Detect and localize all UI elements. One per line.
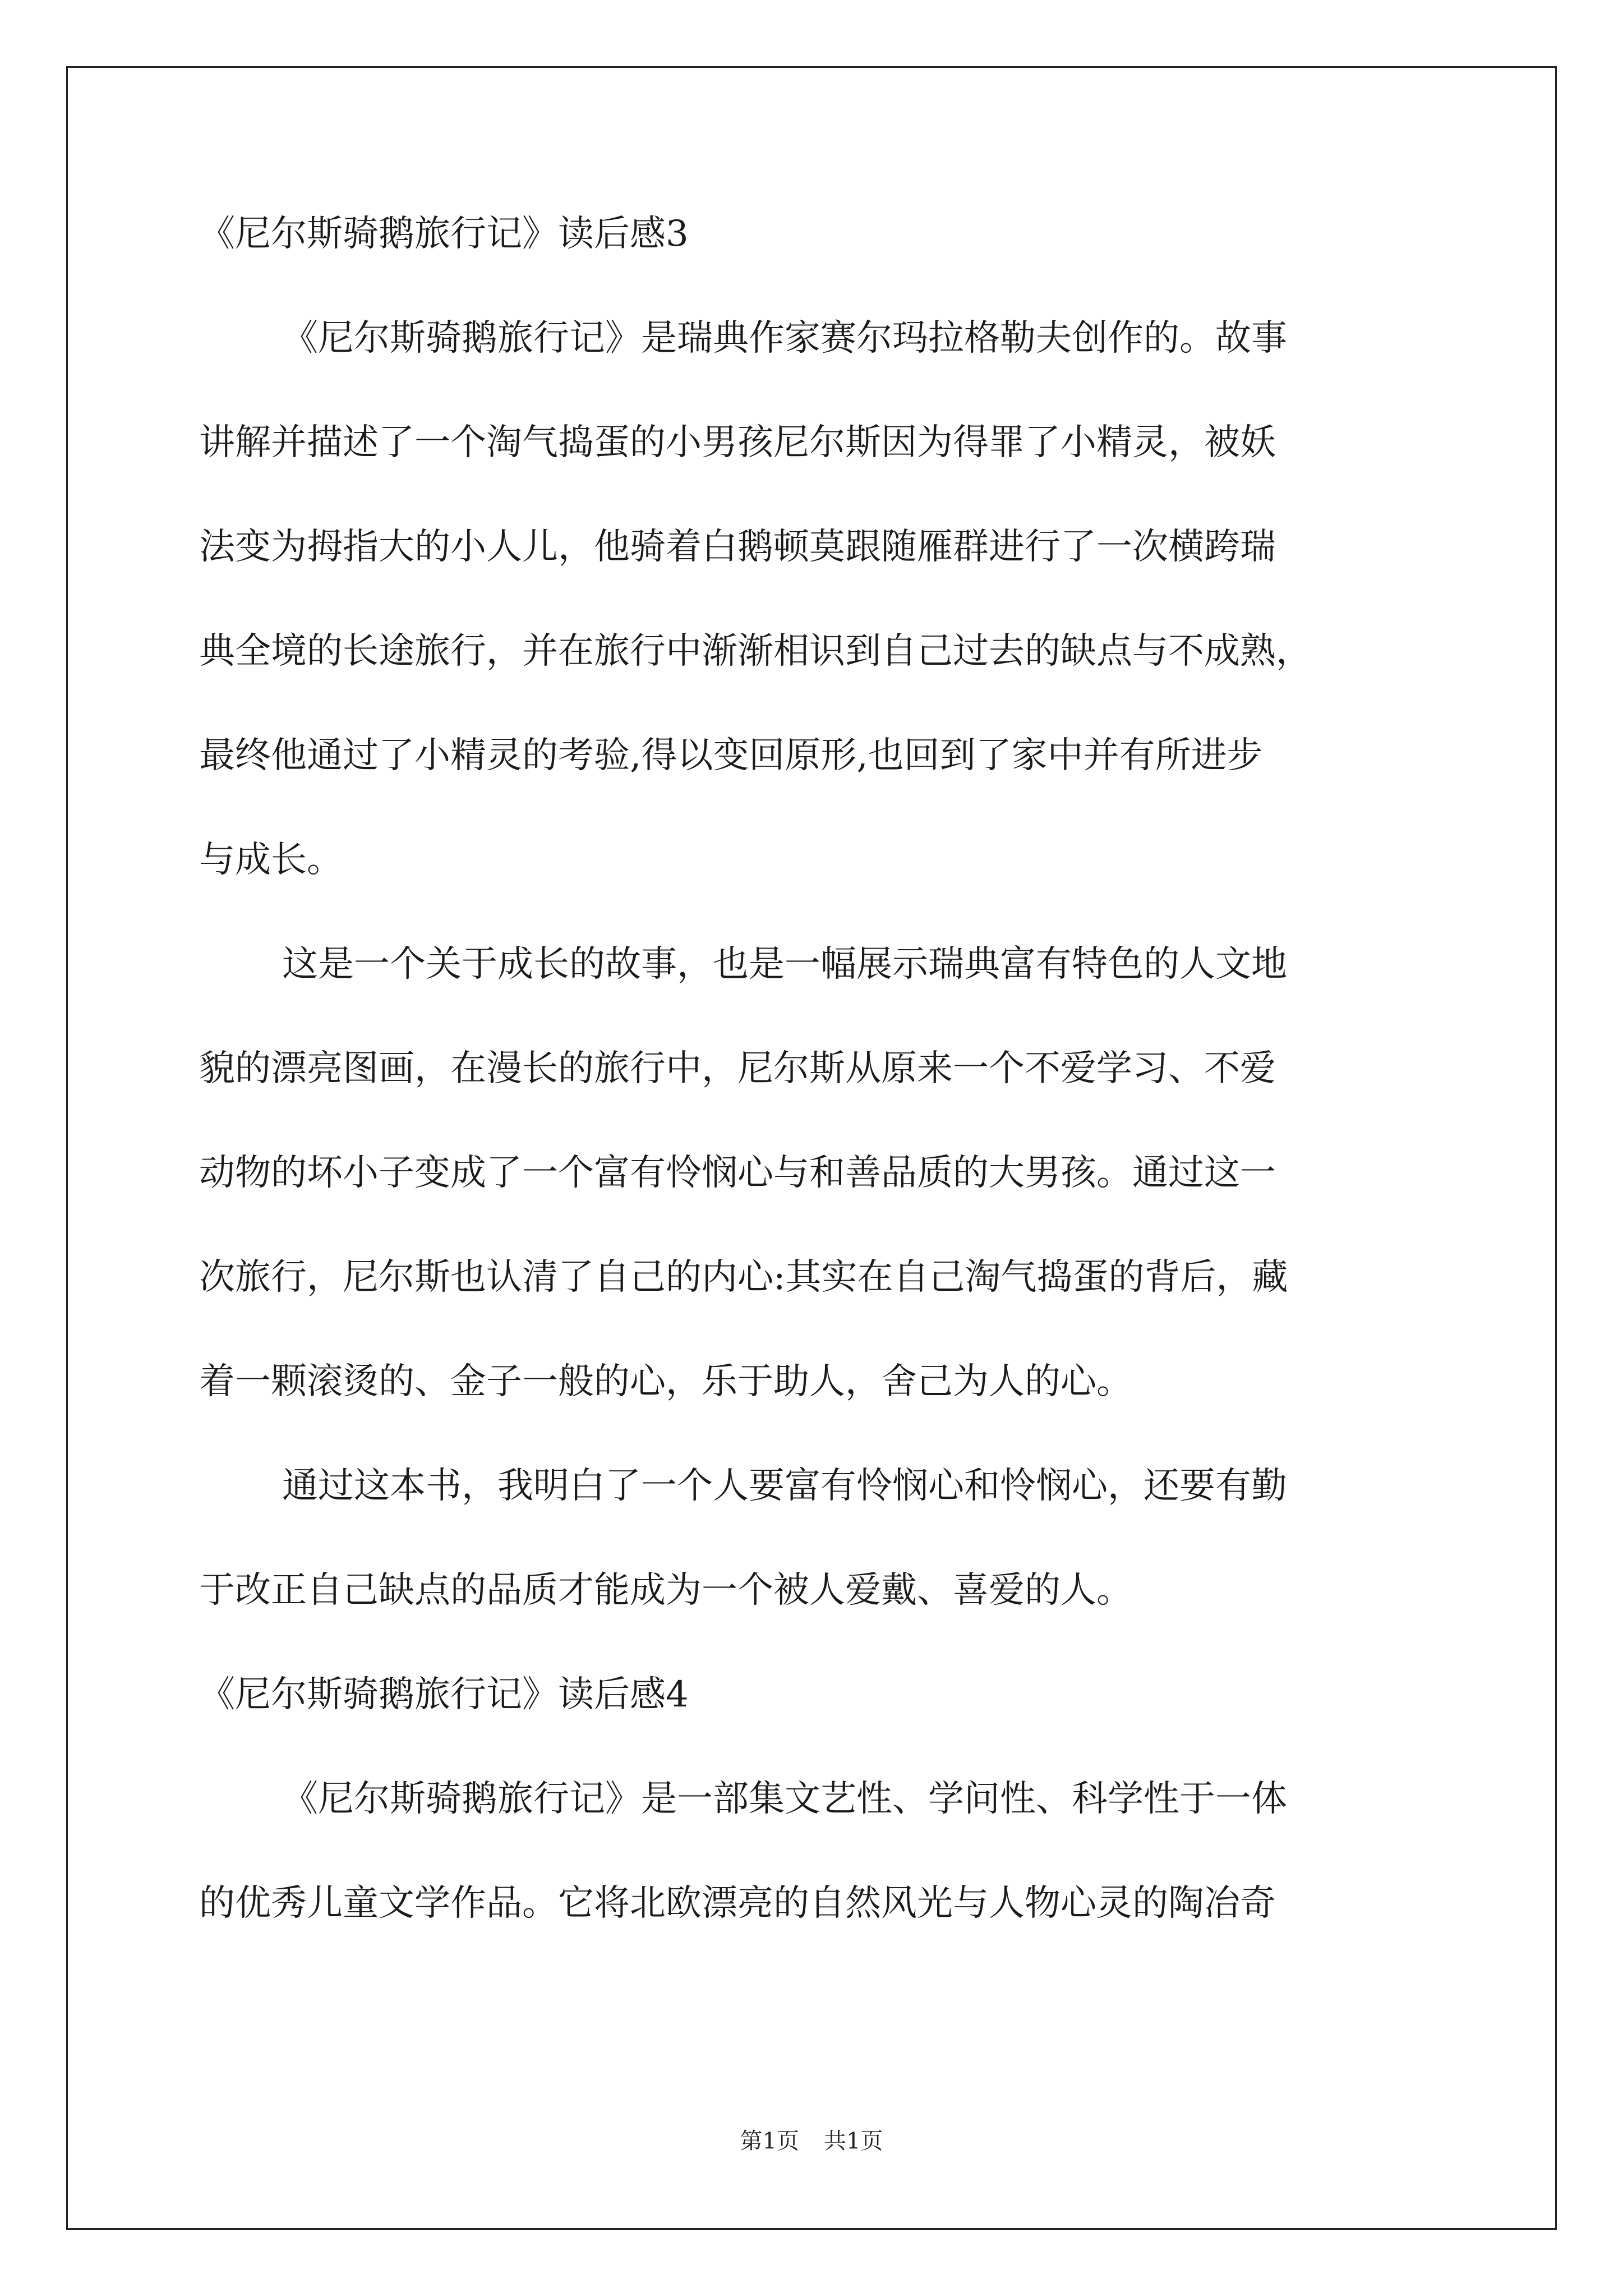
paragraph-line: 典全境的长途旅行，并在旅行中渐渐相识到自己过去的缺点与不成熟， — [199, 631, 1312, 672]
paragraph — [199, 938, 1433, 1408]
page-number: 第1页 — [740, 2128, 799, 2154]
paragraph-line: 与成长。 — [199, 839, 343, 881]
paragraph-line: 这是一个关于成长的故事，也是一幅展示瑞典富有特色的人文地 — [282, 944, 1287, 985]
paragraph-line: 法变为拇指大的小人儿，他骑着白鹅顿莫跟随雁群进行了一次横跨瑞 — [199, 526, 1276, 568]
paragraph — [199, 1460, 1433, 1617]
paragraph-line: 最终他通过了小精灵的考验,得以变回原形,也回到了家中并有所进步 — [199, 735, 1263, 776]
paragraph-line: 《尼尔斯骑鹅旅行记》是瑞典作家赛尔玛拉格勒夫创作的。故事 — [282, 318, 1287, 359]
paragraph-line: 于改正自己缺点的品质才能成为一个被人爱戴、喜爱的人。 — [199, 1570, 1132, 1611]
paragraph-line: 《尼尔斯骑鹅旅行记》是一部集文艺性、学问性、科学性于一体 — [282, 1778, 1287, 1820]
paragraph-line: 着一颗滚烫的、金子一般的心，乐于助人，舍己为人的心。 — [199, 1361, 1132, 1402]
section-heading: 《尼尔斯骑鹅旅行记》读后感3 — [199, 213, 689, 255]
document-body — [199, 208, 1433, 1981]
page-count: 共1页 — [824, 2128, 883, 2154]
section-heading: 《尼尔斯骑鹅旅行记》读后感4 — [199, 1674, 689, 1715]
page-footer — [0, 2127, 1623, 2155]
paragraph — [199, 1773, 1433, 1930]
paragraph-line: 讲解并描述了一个淘气捣蛋的小男孩尼尔斯因为得罪了小精灵，被妖 — [199, 422, 1276, 463]
paragraph-line: 动物的坏小子变成了一个富有怜悯心与和善品质的大男孩。通过这一 — [199, 1152, 1276, 1194]
paragraph — [199, 312, 1433, 886]
paragraph-line: 次旅行，尼尔斯也认清了自己的内心:其实在自己淘气捣蛋的背后，藏 — [199, 1257, 1288, 1298]
paragraph-line: 貌的漂亮图画，在漫长的旅行中，尼尔斯从原来一个不爱学习、不爱 — [199, 1048, 1276, 1089]
paragraph-line: 的优秀儿童文学作品。它将北欧漂亮的自然风光与人物心灵的陶冶奇 — [199, 1883, 1276, 1924]
paragraph-line: 通过这本书，我明白了一个人要富有怜悯心和怜悯心，还要有勤 — [282, 1465, 1287, 1507]
